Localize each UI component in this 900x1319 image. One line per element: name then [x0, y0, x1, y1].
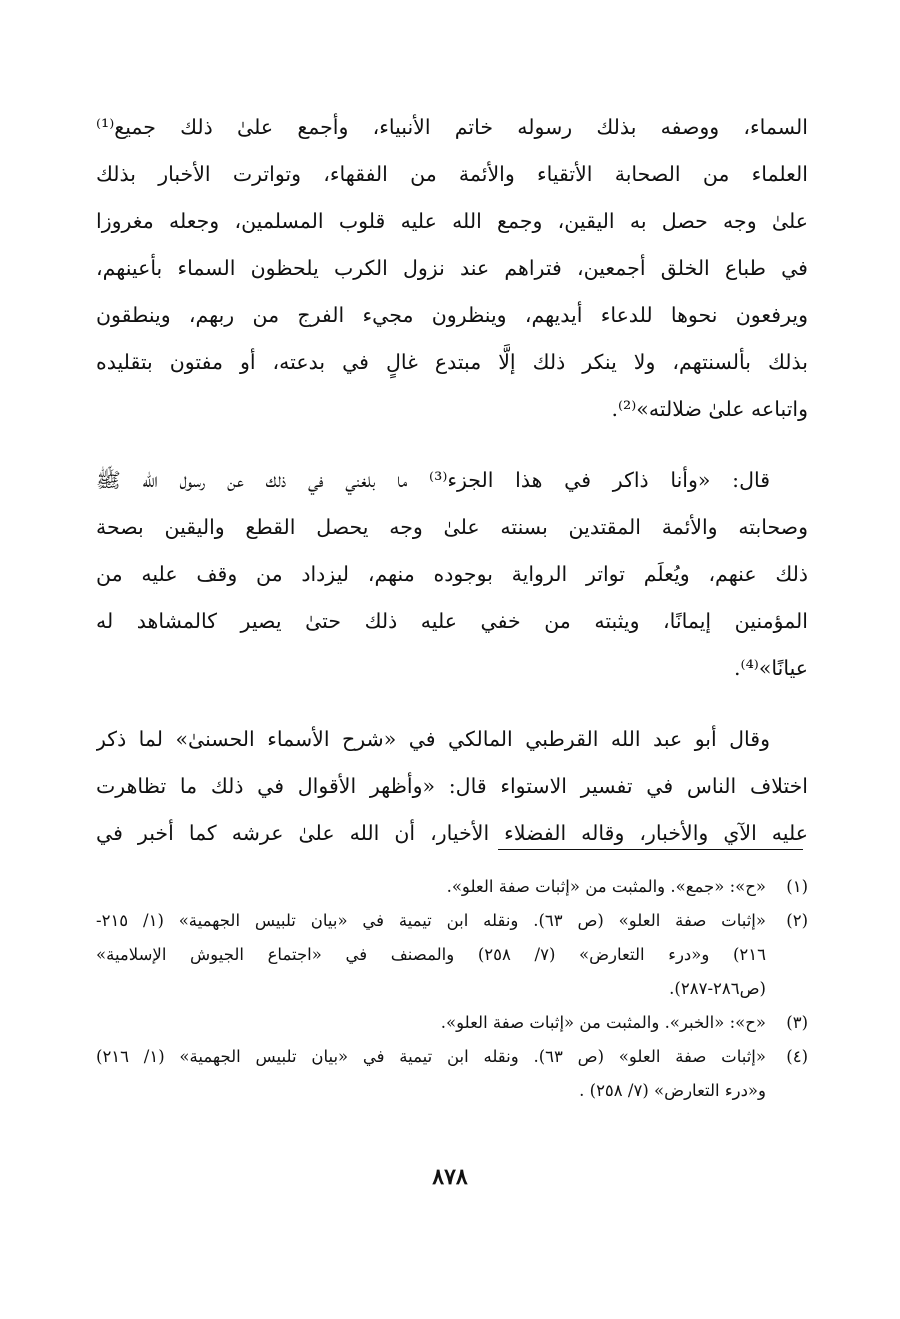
- text-line: قال: «وأنا ذاكر في هذا الجزء⁽³⁾ ما بلغني في ذلك عن رسول الله ﷺ: [96, 468, 771, 492]
- footnote-line: (ص٢٨٦-٢٨٧).: [669, 979, 766, 998]
- footnote-3: [96, 1006, 808, 1040]
- body-text: [96, 104, 808, 857]
- footnote-divider: [498, 849, 803, 850]
- footnote-line: «إثبات صفة العلو» (ص ٦٣). ونقله ابن تيمية في «بيان تلبيس الجهمية» (١/ ٢١٦): [96, 1047, 766, 1066]
- footnote-2: [96, 904, 808, 1006]
- text-line: المؤمنين إيمانًا، ويثبته من خفي عليه ذلك حتىٰ يصير كالمشاهد له: [96, 609, 808, 633]
- footnote-1: [96, 870, 808, 904]
- footnote-line: «ح»: «جمع». والمثبت من «إثبات صفة العلو».: [446, 877, 766, 896]
- text-line: عيانًا»⁽⁴⁾.: [734, 656, 808, 680]
- footnote-line: ٢١٦) و«درء التعارض» (٧/ ٢٥٨) والمصنف في «اجتماع الجيوش الإسلامية»: [96, 945, 766, 964]
- text-line: السماء، ووصفه بذلك رسوله خاتم الأنبياء، وأجمع علىٰ ذلك جميع⁽¹⁾: [96, 115, 808, 139]
- footnote-line: «ح»: «الخبر». والمثبت من «إثبات صفة العلو».: [440, 1013, 766, 1032]
- text-line: علىٰ وجه حصل به اليقين، وجمع الله عليه قلوب المسلمين، وجعله مغروزا: [96, 209, 808, 233]
- text-line: وصحابته والأئمة المقتدين بسنته علىٰ وجه يحصل القطع واليقين بصحة: [96, 515, 808, 539]
- text-line: العلماء من الصحابة الأتقياء والأئمة من الفقهاء، وتواترت الأخبار بذلك: [96, 162, 808, 186]
- text-line: اختلاف الناس في تفسير الاستواء قال: «وأظهر الأقوال في ذلك ما تظاهرت: [96, 774, 808, 798]
- text-line: ذلك عنهم، ويُعلَم تواتر الرواية بوجوده منهم، ليزداد من وقف عليه من: [96, 562, 808, 586]
- footnote-number: (٣): [786, 1013, 808, 1032]
- footnote-4: [96, 1040, 808, 1108]
- footnote-number: (٢): [786, 911, 808, 930]
- paragraph-2: [96, 457, 808, 692]
- footnote-number: (١): [786, 877, 808, 896]
- text-line: بذلك بألسنتهم، ولا ينكر ذلك إلَّا مبتدع غالٍ في بدعته، أو مفتون بتقليده: [96, 350, 808, 374]
- footnote-number: (٤): [786, 1047, 808, 1066]
- paragraph-3: [96, 716, 808, 857]
- text-line: عليه الآي والأخبار، وقاله الفضلاء الأخيار، أن الله علىٰ عرشه كما أخبر في: [96, 821, 808, 845]
- page-number: ٨٧٨: [432, 1164, 468, 1190]
- text-line: في طباع الخلق أجمعين، فتراهم عند نزول الكرب يلحظون السماء بأعينهم،: [96, 256, 808, 280]
- footnotes: [96, 870, 808, 1108]
- paragraph-1: [96, 104, 808, 433]
- text-line: ويرفعون نحوها للدعاء أيديهم، وينظرون مجيء الفرج من ربهم، وينطقون: [96, 303, 808, 327]
- text-line: وقال أبو عبد الله القرطبي المالكي في «شرح الأسماء الحسنىٰ» لما ذكر: [96, 727, 770, 751]
- footnote-line: و«درء التعارض» (٧/ ٢٥٨) .: [579, 1081, 766, 1100]
- footnote-line: «إثبات صفة العلو» (ص ٦٣). ونقله ابن تيمية في «بيان تلبيس الجهمية» (١/ ٢١٥-: [96, 911, 766, 930]
- text-line: واتباعه علىٰ ضلالته»⁽²⁾.: [611, 397, 808, 421]
